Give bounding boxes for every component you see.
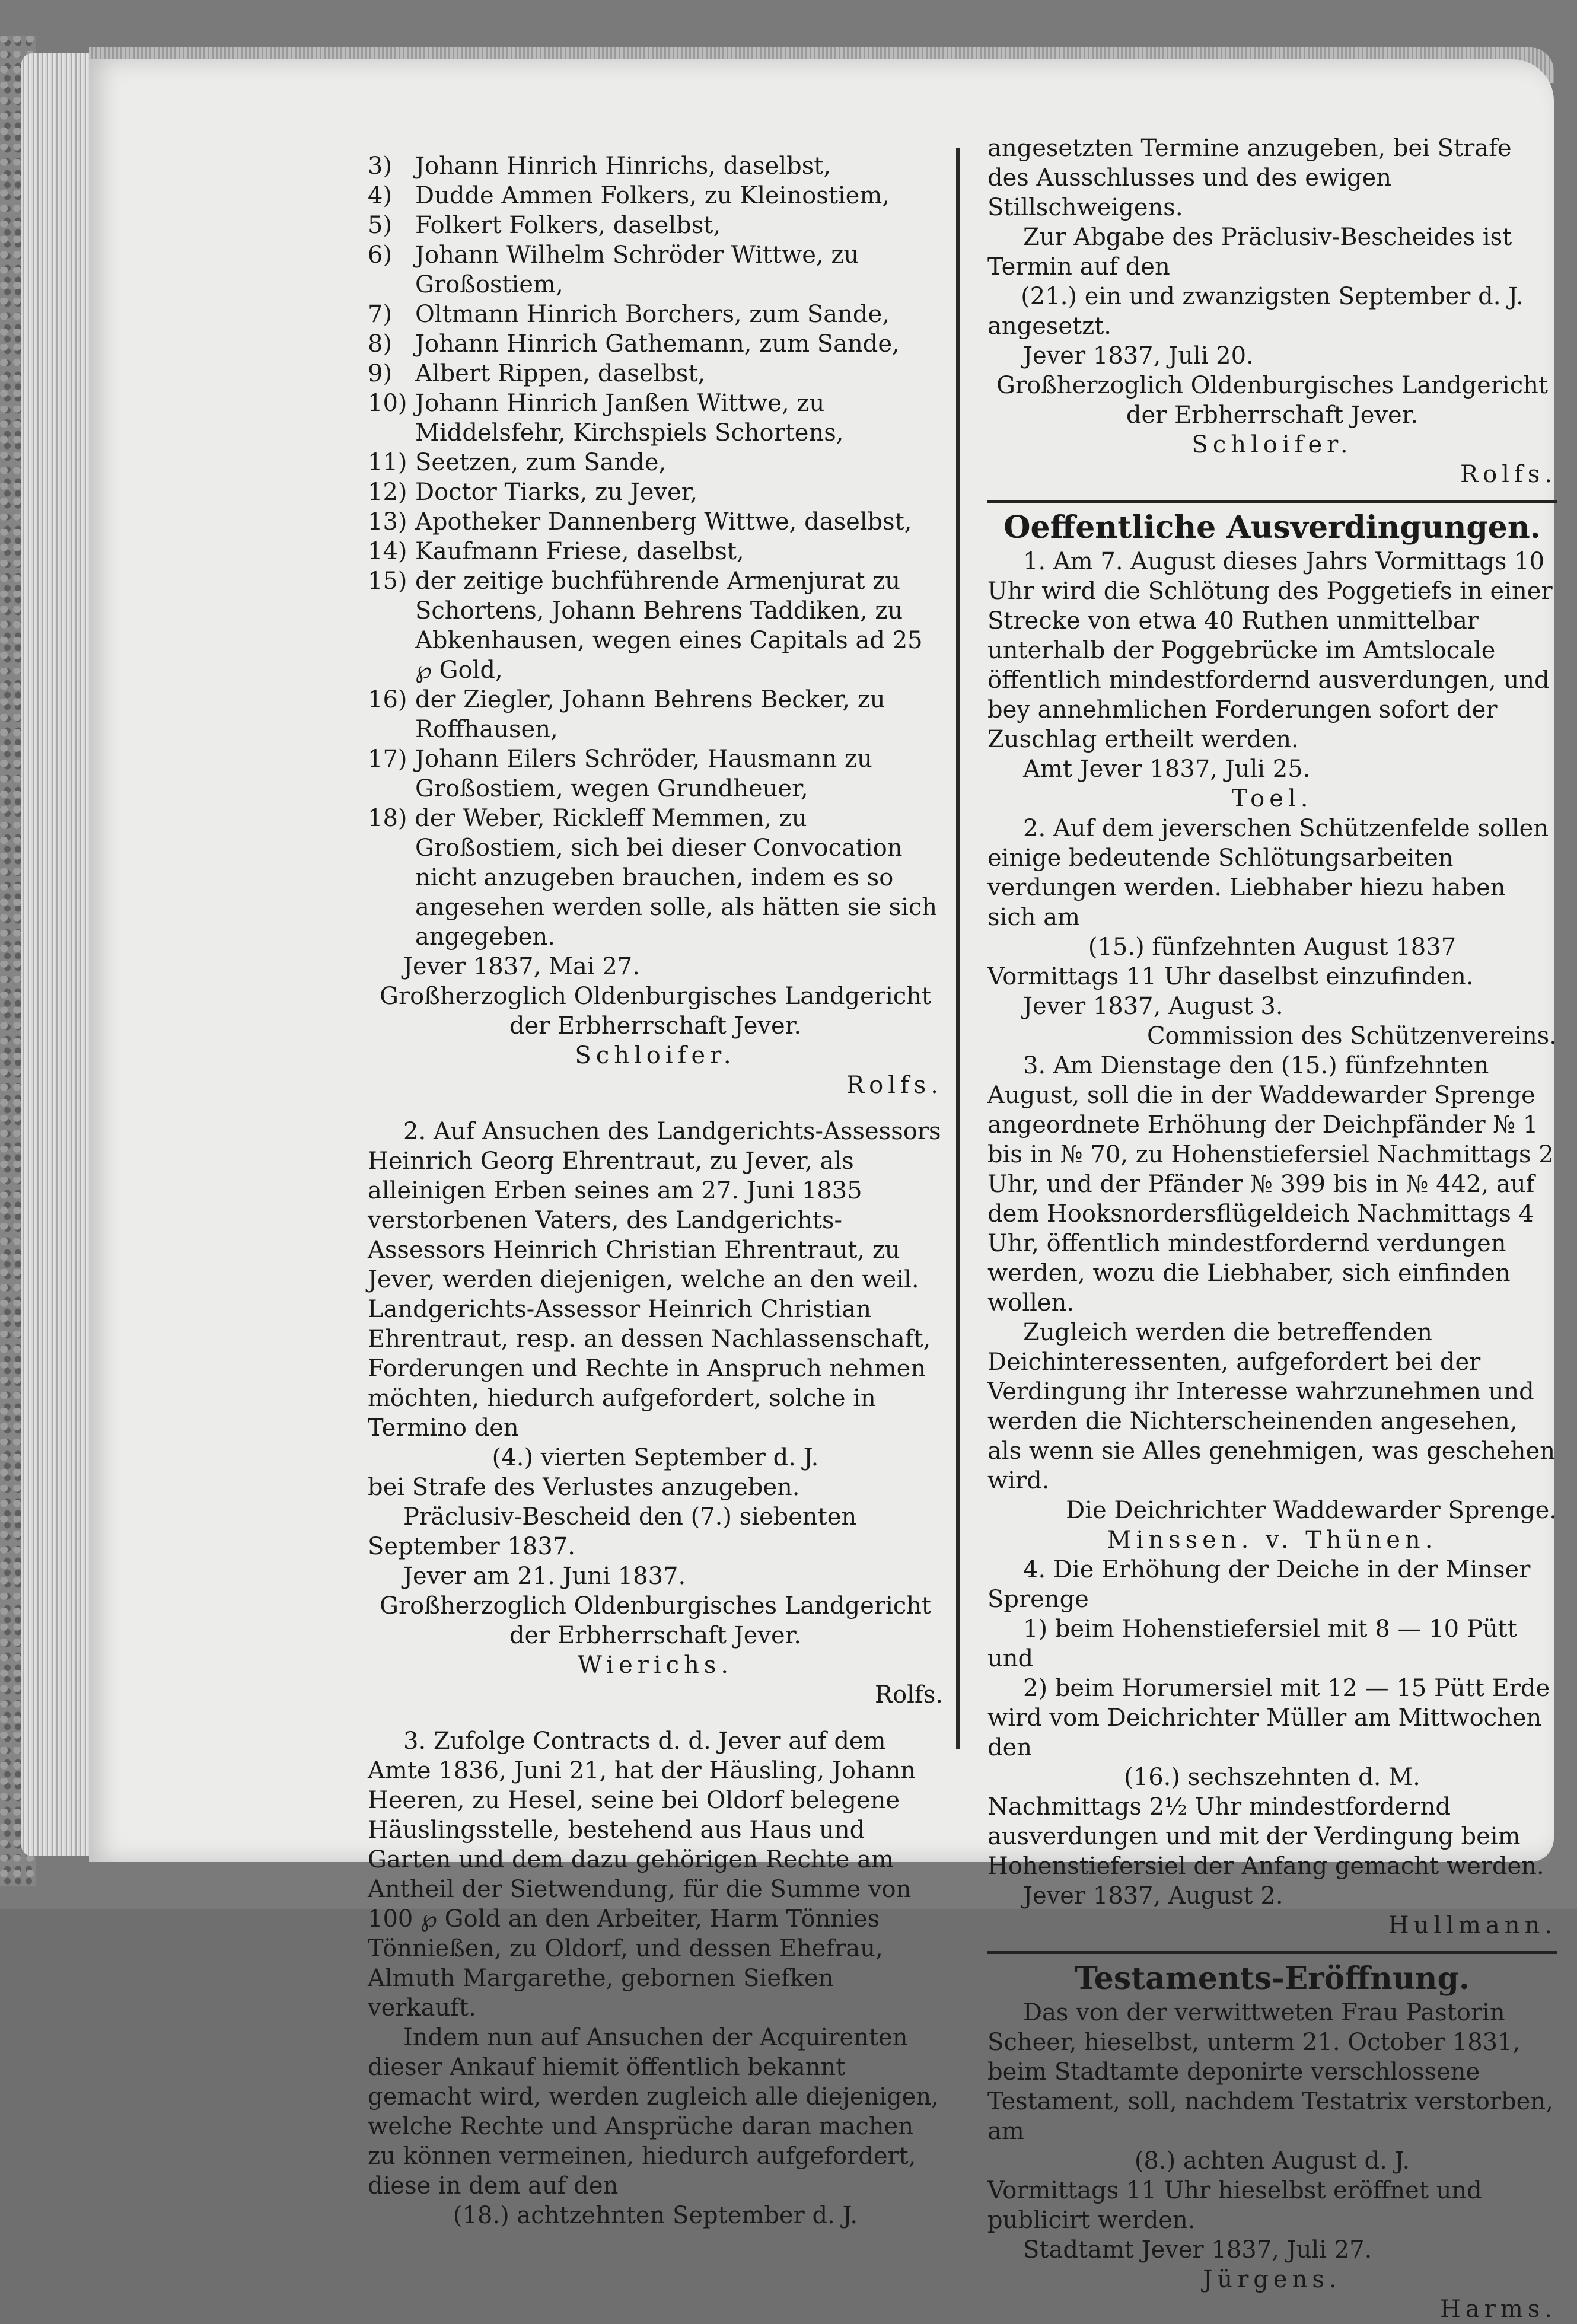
court-3a: Großherzoglich Oldenburgisches Landgericht (996, 372, 1548, 399)
list-item-number: 16) (368, 686, 407, 713)
signature-2a: Wierichs. (577, 1652, 734, 1679)
list-item-number: 15) (368, 568, 407, 595)
verdingung-2: 2. Auf dem jeverschen Schützenfelde sollen einige bedeutende Schlötungsarbeiten verdungen werden. Liebhaber hiezu haben sich am (987, 815, 1549, 931)
verdingung-1: 1. Am 7. August dieses Jahrs Vormittags 10 Uhr wird die Schlötung des Poggetiefs in einer Strecke von etwa 40 Ruthen unmittelbar unterhalb der Poggebrücke im Amtslocale öffentlich mindestfordernd ausverdungen, und bey annehmlichen Forderungen sofort der Zuschlag ertheilt werden. (987, 548, 1553, 753)
list-item-text: Kaufmann Friese, daselbst, (415, 538, 744, 565)
item-18: 18) der Weber, Rickleff Memmen, zu Großostiem, sich bei dieser Convocation nicht anzugeben brauchen, indem es so angesehen werden solle, als hätten sie sich angegeben. (368, 805, 938, 951)
list-item-text: Johann Hinrich Janßen Wittwe, zu Middelsfehr, Kirchspiels Schortens, (415, 390, 844, 447)
continuation-date: (21.) ein und zwanzigsten September d. J. (1021, 283, 1524, 310)
list-item-text: der Ziegler, Johann Behrens Becker, zu Roffhausen, (415, 686, 885, 743)
list-item-number: 8) (368, 330, 393, 358)
list-item (368, 151, 943, 181)
list-item (368, 299, 943, 329)
signature-1a: Schloifer. (575, 1042, 736, 1069)
date-3: Jever 1837, Juli 20. (1023, 342, 1254, 369)
list-item-text: Johann Hinrich Hinrichs, daselbst, (415, 152, 831, 180)
verdingung-1-sign: Toel. (1231, 785, 1313, 812)
verdingung-2-sign: Commission des Schützenvereins. (1146, 1022, 1557, 1050)
testament-text-1: Das von der verwittweten Frau Pastorin Scheer, hieselbst, unterm 21. October 1831, beim Stadtamte deponirte verschlossene Testament, soll, nachdem Testatrix verstorben, am (987, 1999, 1553, 2145)
list-item (368, 329, 943, 359)
date-1: Jever 1837, Mai 27. (403, 953, 640, 980)
left-column (368, 151, 943, 2230)
date-2: Jever am 21. Juni 1837. (403, 1563, 686, 1590)
creditor-list (368, 151, 943, 804)
list-item-text: Oltmann Hinrich Borchers, zum Sande, (415, 301, 890, 328)
list-item (368, 240, 943, 299)
notice-2-c: Präclusiv-Bescheid den (7.) siebenten September 1837. (368, 1503, 857, 1560)
list-item (368, 537, 943, 566)
notice-2-b: bei Strafe des Verlustes anzugeben. (368, 1474, 800, 1501)
verdingung-4-item2: 2) beim Horumersiel mit 12 — 15 Pütt Erde (1023, 1675, 1550, 1702)
list-item (368, 359, 943, 388)
verdingung-3-sign1: Die Deichrichter Waddewarder Sprenge. (1066, 1497, 1557, 1524)
testament-date: (8.) achten August d. J. (1134, 2147, 1410, 2175)
list-item-text: Dudde Ammen Folkers, zu Kleinostiem, (415, 182, 890, 209)
list-item-text: Apotheker Dannenberg Wittwe, daselbst, (415, 508, 912, 535)
continuation-3: angesetzt. (987, 313, 1112, 340)
notice-2: 2. Auf Ansuchen des Landgerichts-Assessors Heinrich Georg Ehrentraut, zu Jever, als alleinigen Erben seines am 27. Juni 1835 verstorbenen Vaters, des Landgerichts-Assessors Heinrich Christian Ehrentraut, zu Jever, werden diejenigen, welche an den weil. Landgerichts-Assessor Heinrich Christian Ehrentraut, resp. an dessen Nachlassenschaft, Forderungen und Rechte in Anspruch nehmen möchten, hiedurch aufgefordert, solche in Termino den (368, 1118, 941, 1442)
list-item (368, 181, 943, 211)
heading-testament: Testaments-Eröffnung. (1075, 1960, 1470, 1997)
list-item-text: Johann Hinrich Gathemann, zum Sande, (415, 330, 900, 358)
page-block-edge (21, 53, 93, 1856)
heading-ausverdingungen: Oeffentliche Ausverdingungen. (1003, 509, 1541, 546)
list-item (368, 448, 943, 477)
list-item (368, 566, 943, 685)
continuation-1: angesetzten Termine anzugeben, bei Strafe des Ausschlusses und des ewigen Stillschweigens. (987, 135, 1512, 221)
signature-1b: Rolfs. (846, 1072, 943, 1099)
notice-3-b: Indem nun auf Ansuchen der Acquirenten dieser Ankauf hiemit öffentlich bekannt gemacht wird, werden zugleich alle diejenigen, welche Rechte und Ansprüche daran machen zu können vermeinen, hiedurch aufgefordert, diese in dem auf den (368, 2024, 939, 2199)
testament-place: Stadtamt Jever 1837, Juli 27. (1023, 2236, 1372, 2264)
testament-text-2: Vormittags 11 Uhr hieselbst eröffnet und publicirt werden. (987, 2177, 1482, 2234)
verdingung-3-b: Zugleich werden die betreffenden Deichinteressenten, aufgefordert bei der Verdingung ihr Interesse wahrzunehmen und werden die Nichterscheinenden angesehen, als wenn sie Alles genehmigen, was geschehen wird. (987, 1319, 1555, 1494)
list-item-number: 7) (368, 301, 393, 328)
verdingung-3-sign2: Minssen. v. Thünen. (1107, 1526, 1438, 1554)
verdingung-2-place: Jever 1837, August 3. (1023, 993, 1283, 1020)
verdingung-2-date: (15.) fünfzehnten August 1837 (1088, 933, 1457, 961)
list-item-text: Johann Eilers Schröder, Hausmann zu Großostiem, wegen Grundheuer, (415, 745, 872, 802)
verdingung-4: 4. Die Erhöhung der Deiche in der Minser Sprenge (987, 1556, 1531, 1613)
list-item-number: 3) (368, 152, 393, 180)
court-2b: der Erbherrschaft Jever. (509, 1622, 802, 1649)
notice-3-date: (18.) achtzehnten September d. J. (453, 2202, 858, 2229)
court-2a: Großherzoglich Oldenburgisches Landgericht (380, 1592, 931, 1620)
list-item-text: der zeitige buchführende Armenjurat zu Schortens, Johann Behrens Taddiken, zu Abkenhausen, wegen eines Capitals ad 25 ℘ Gold, (415, 568, 923, 684)
list-item (368, 211, 943, 240)
verdingung-4-date: (16.) sechszehnten d. M. (1124, 1764, 1420, 1791)
verdingung-1-date: Amt Jever 1837, Juli 25. (1023, 755, 1311, 783)
list-item-number: 17) (368, 745, 407, 773)
list-item-number: 12) (368, 479, 407, 506)
list-item-text: Johann Wilhelm Schröder Wittwe, zu Großostiem, (415, 241, 859, 298)
list-item (368, 685, 943, 744)
notice-2-date: (4.) vierten September d. J. (492, 1444, 819, 1471)
verdingung-4-item1: 1) beim Hohenstiefersiel mit 8 — 10 Pütt und (987, 1615, 1517, 1672)
signature-2b: Rolfs. (874, 1681, 943, 1708)
testament-sign-2: Harms. (1439, 2296, 1557, 2323)
list-item-number: 11) (368, 449, 407, 476)
right-column (987, 133, 1557, 2324)
court-1b: der Erbherrschaft Jever. (509, 1012, 802, 1040)
list-item-text: Seetzen, zum Sande, (415, 449, 667, 476)
list-item (368, 388, 943, 448)
verdingung-4-sign: Hullmann. (1388, 1912, 1557, 1939)
list-item-number: 13) (368, 508, 407, 535)
signature-3b: Rolfs. (1460, 461, 1557, 488)
list-item-number: 14) (368, 538, 407, 565)
list-item-number: 5) (368, 212, 393, 239)
column-divider (956, 148, 960, 1749)
verdingung-3: 3. Am Dienstage den (15.) fünfzehnten August, soll die in der Waddewarder Sprenge angeordnete Erhöhung der Deichpfänder № 1 bis in № 70, zu Hohenstiefersiel Nachmittags 2 Uhr, und der Pfänder № 399 bis in № 442, auf dem Hooksnordersflügeldeich Nachmittags 4 Uhr, öffentlich mindestfordernd verdungen werden, wozu die Liebhaber, sich einfinden wollen. (987, 1052, 1554, 1316)
list-item-number: 6) (368, 241, 393, 269)
verdingung-2-b: Vormittags 11 Uhr daselbst einzufinden. (987, 963, 1474, 990)
list-item (368, 744, 943, 804)
signature-3a: Schloifer. (1191, 431, 1353, 458)
verdingung-4-place: Jever 1837, August 2. (1023, 1882, 1283, 1909)
list-item-number: 9) (368, 360, 393, 387)
list-item (368, 507, 943, 537)
list-item-number: 10) (368, 390, 407, 417)
verdingung-4-c: Nachmittags 2½ Uhr mindestfordernd ausverdungen und mit der Verdingung beim Hohenstiefersiel der Anfang gemacht werden. (987, 1793, 1544, 1880)
court-1a: Großherzoglich Oldenburgisches Landgericht (380, 983, 931, 1010)
continuation-2: Zur Abgabe des Präclusiv-Bescheides ist Termin auf den (987, 224, 1512, 280)
section-rule-2 (987, 1951, 1557, 1954)
list-item (368, 477, 943, 507)
list-item-number: 4) (368, 182, 393, 209)
notice-3: 3. Zufolge Contracts d. d. Jever auf dem Amte 1836, Juni 21, hat der Häusling, Johann Heeren, zu Hesel, seine bei Oldorf belegene Häuslingsstelle, bestehend aus Haus und Garten und dem dazu gehörigen Rechte am Antheil der Sietwendung, für die Summe von 100 ℘ Gold an den Arbeiter, Harm Tönnies Tönnießen, zu Oldorf, und dessen Ehefrau, Almuth Margarethe, gebornen Siefken verkauft. (368, 1727, 916, 2022)
court-3b: der Erbherrschaft Jever. (1126, 401, 1419, 429)
testament-sign-1: Jürgens. (1203, 2266, 1342, 2293)
section-rule-1 (987, 500, 1557, 503)
list-item-text: Doctor Tiarks, zu Jever, (415, 479, 698, 506)
verdingung-4-b: wird vom Deichrichter Müller am Mittwochen den (987, 1704, 1542, 1761)
list-item-text: Albert Rippen, daselbst, (415, 360, 706, 387)
list-item-text: Folkert Folkers, daselbst, (415, 212, 721, 239)
